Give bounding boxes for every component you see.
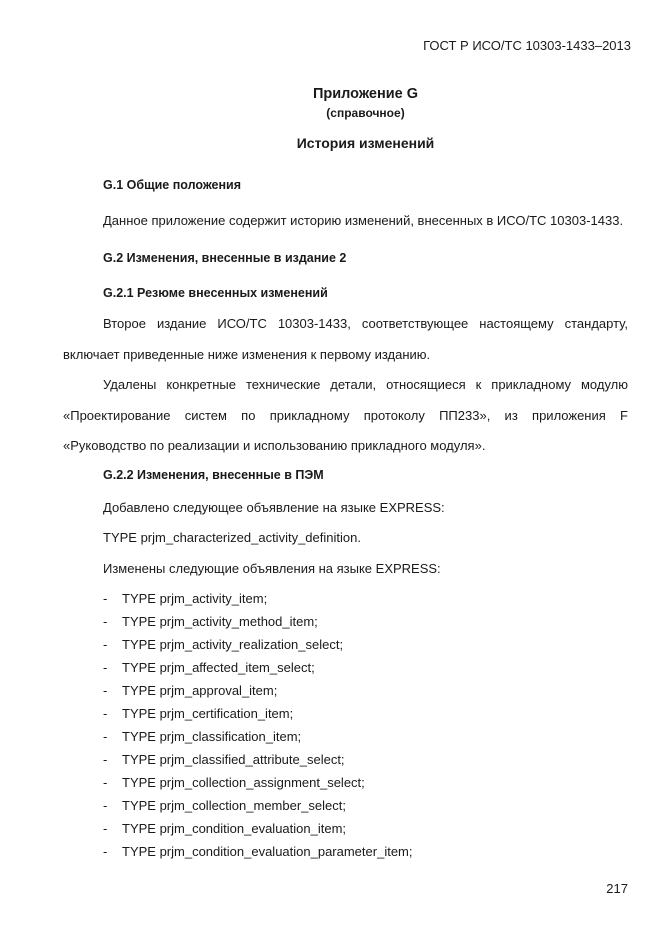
list-item-text: TYPE prjm_activity_realization_select; [122, 637, 344, 652]
bullet-dash: - [103, 683, 108, 698]
standard-designation: ГОСТ Р ИСО/ТС 10303-1433–2013 [423, 38, 631, 53]
paragraph-2-line-1: Удалены конкретные технические детали, относящиеся к прикладному модулю [103, 377, 628, 392]
appendix-type: (справочное) [326, 106, 405, 120]
list-item-text: TYPE prjm_collection_member_select; [122, 798, 346, 813]
list-item-text: TYPE prjm_classification_item; [122, 729, 302, 744]
paragraph-1-line-2: включает приведенные ниже изменения к первому изданию. [63, 347, 431, 362]
section-g2-heading: G.2 Изменения, внесенные в издание 2 [103, 251, 347, 265]
list-item-text: TYPE prjm_affected_item_select; [122, 660, 315, 675]
bullet-dash: - [103, 798, 108, 813]
section-g22-heading: G.2.2 Изменения, внесенные в ПЭМ [103, 468, 324, 482]
bullet-dash: - [103, 775, 108, 790]
added-intro: Добавлено следующее объявление на языке EXPRESS: [103, 500, 445, 515]
bullet-dash: - [103, 729, 108, 744]
section-g1-heading: G.1 Общие положения [103, 178, 242, 192]
bullet-dash: - [103, 706, 108, 721]
list-item-text: TYPE prjm_certification_item; [122, 706, 294, 721]
paragraph-1-line-1: Второе издание ИСО/ТС 10303-1433, соответствующее настоящему стандарту, [103, 316, 628, 331]
list-item-text: TYPE prjm_approval_item; [122, 683, 278, 698]
bullet-dash: - [103, 591, 108, 606]
list-item-text: TYPE prjm_collection_assignment_select; [122, 775, 365, 790]
bullet-dash: - [103, 660, 108, 675]
list-item-text: TYPE prjm_classified_attribute_select; [122, 752, 345, 767]
appendix-heading: История изменений [296, 135, 435, 151]
list-item-text: TYPE prjm_condition_evaluation_item; [122, 821, 347, 836]
section-g21-heading: G.2.1 Резюме внесенных изменений [103, 286, 328, 300]
bullet-dash: - [103, 844, 108, 859]
bullet-dash: - [103, 752, 108, 767]
paragraph-2-line-3: «Руководство по реализации и использованию прикладного модуля». [63, 438, 486, 453]
changed-intro: Изменены следующие объявления на языке EXPRESS: [103, 561, 441, 576]
list-item-text: TYPE prjm_activity_item; [122, 591, 268, 606]
paragraph-2-line-2: «Проектирование систем по прикладному протоколу ПП233», из приложения F [63, 408, 628, 423]
bullet-dash: - [103, 614, 108, 629]
added-type: TYPE prjm_characterized_activity_definition. [103, 530, 361, 545]
list-item-text: TYPE prjm_condition_evaluation_parameter_item; [122, 844, 413, 859]
section-g1-text: Данное приложение содержит историю изменений, внесенных в ИСО/ТС 10303-1433. [103, 213, 624, 228]
page-number: 217 [606, 881, 628, 896]
list-item-text: TYPE prjm_activity_method_item; [122, 614, 318, 629]
bullet-dash: - [103, 821, 108, 836]
appendix-title: Приложение G [312, 86, 419, 102]
bullet-dash: - [103, 637, 108, 652]
